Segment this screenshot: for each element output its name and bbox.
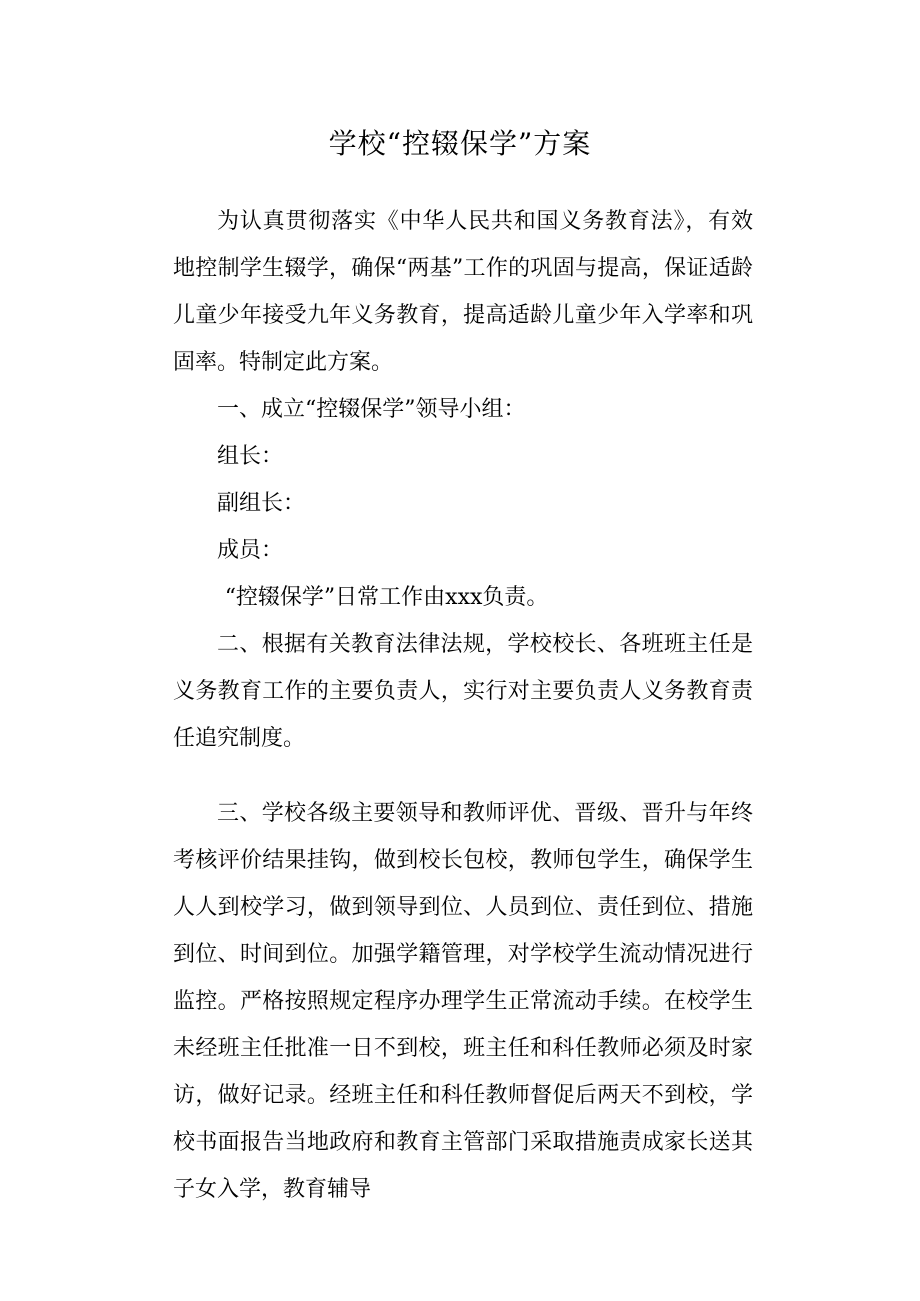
- intro-paragraph: 为认真贯彻落实《中华人民共和国义务教育法》，有效地控制学生辍学，确保“两基”工作的巩固与提高，保证适龄儿童少年接受九年义务教育，提高适龄儿童少年入学率和巩固率。特制定此方案。: [173, 209, 753, 375]
- document-body: [173, 198, 753, 1213]
- members-line: 成员：: [217, 538, 284, 563]
- daily-work-line: “控辍保学”日常工作由xxx负责。: [224, 585, 549, 610]
- document-title: 学校“控辍保学”方案: [328, 127, 592, 160]
- section-two-paragraph: 二、根据有关教育法律法规，学校校长、各班班主任是义务教育工作的主要负责人，实行对主要负责人义务教育责任追究制度。: [173, 632, 753, 751]
- group-leader-line: 组长：: [217, 444, 284, 469]
- deputy-leader-line: 副组长：: [217, 491, 306, 516]
- section-one-heading: 一、成立“控辍保学”领导小组：: [217, 397, 526, 422]
- section-three-paragraph: 三、学校各级主要领导和教师评优、晋级、晋升与年终考核评价结果挂钩，做到校长包校，教师包学生，确保学生人人到校学习，做到领导到位、人员到位、责任到位、措施到位、时间到位。加强学籍管理，对学校学生流动情况进行监控。严格按照规定程序办理学生正常流动手续。在校学生未经班主任批准一日不到校，班主任和科任教师必须及时家访，做好记录。经班主任和科任教师督促后两天不到校，学校书面报告当地政府和教育主管部门采取措施责成家长送其子女入学，教育辅导: [173, 801, 753, 1202]
